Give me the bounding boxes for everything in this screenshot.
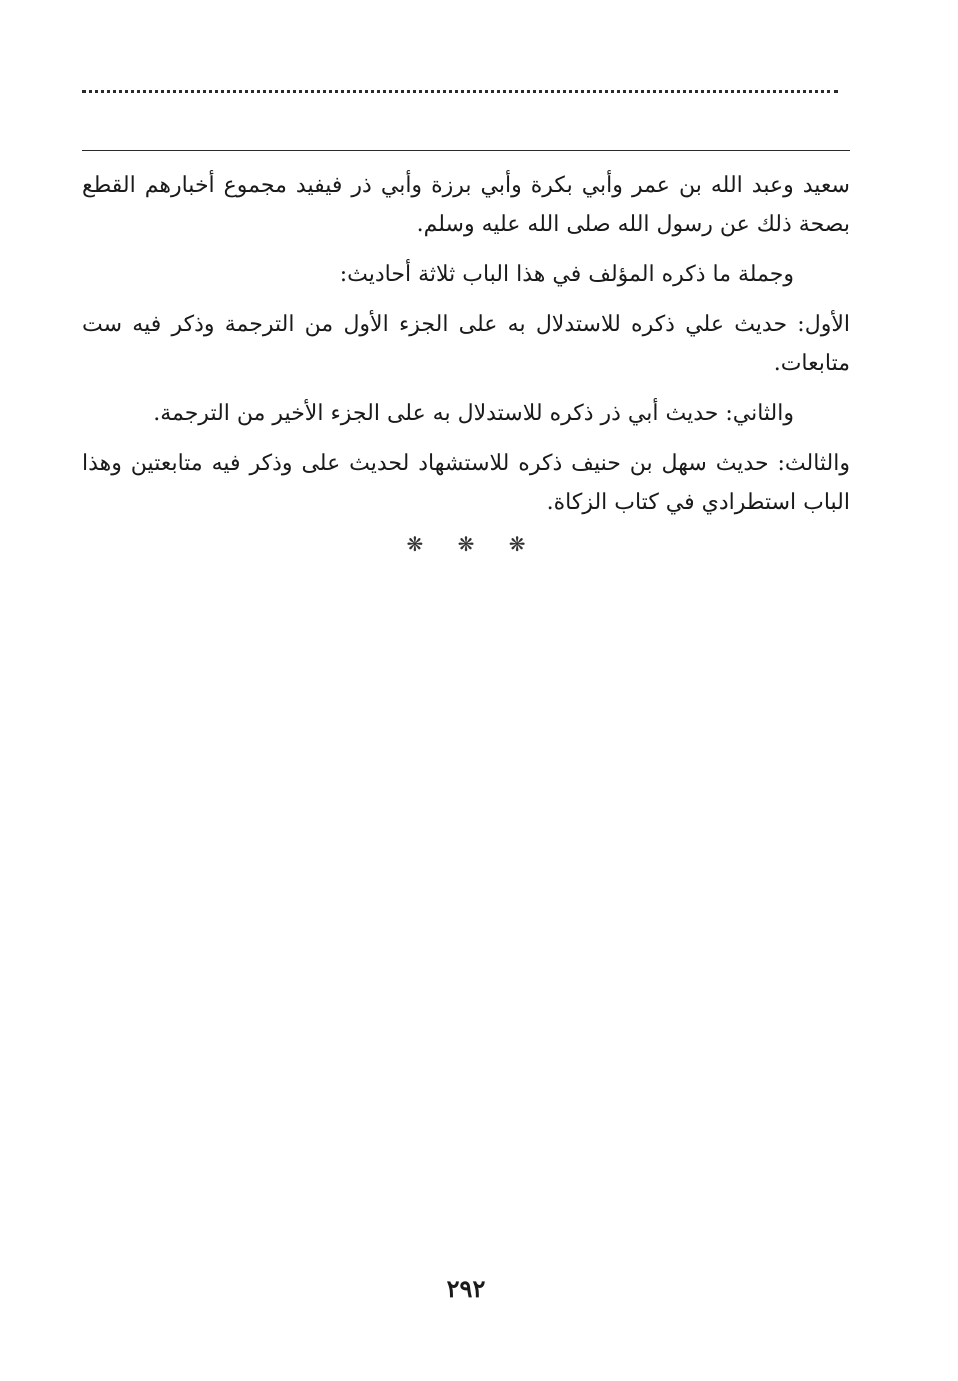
asterism-icon: ❋: [406, 532, 424, 556]
page-number: ٢٩٢: [446, 1274, 486, 1303]
asterism-icon: ❋: [508, 532, 526, 556]
section-separator: [0, 532, 932, 556]
dotted-divider: [82, 90, 838, 93]
solid-divider: [82, 150, 850, 151]
paragraph-summary: وجملة ما ذكره المؤلف في هذا الباب ثلاثة أحاديث:: [339, 262, 794, 287]
paragraph-first-hadith: الأول: حديث علي ذكره للاستدلال به على الجزء الأول من الترجمة وذكر فيه ست متابعات.: [82, 312, 850, 376]
paragraph-second-hadith: والثاني: حديث أبي ذر ذكره للاستدلال به على الجزء الأخير من الترجمة.: [153, 401, 794, 426]
paragraph-continuation: سعيد وعبد الله بن عمر وأبي بكرة وأبي برزة وأبي ذر فيفيد مجموع أخبارهم القطع بصحة ذلك عن رسول الله صلى الله عليه وسلم.: [82, 173, 850, 237]
body-text: [82, 166, 850, 533]
paragraph-third-hadith: والثالث: حديث سهل بن حنيف ذكره للاستشهاد لحديث على وذكر فيه متابعتين وهذا الباب استطرادي في كتاب الزكاة.: [82, 451, 850, 515]
asterism-icon: ❋: [457, 532, 475, 556]
